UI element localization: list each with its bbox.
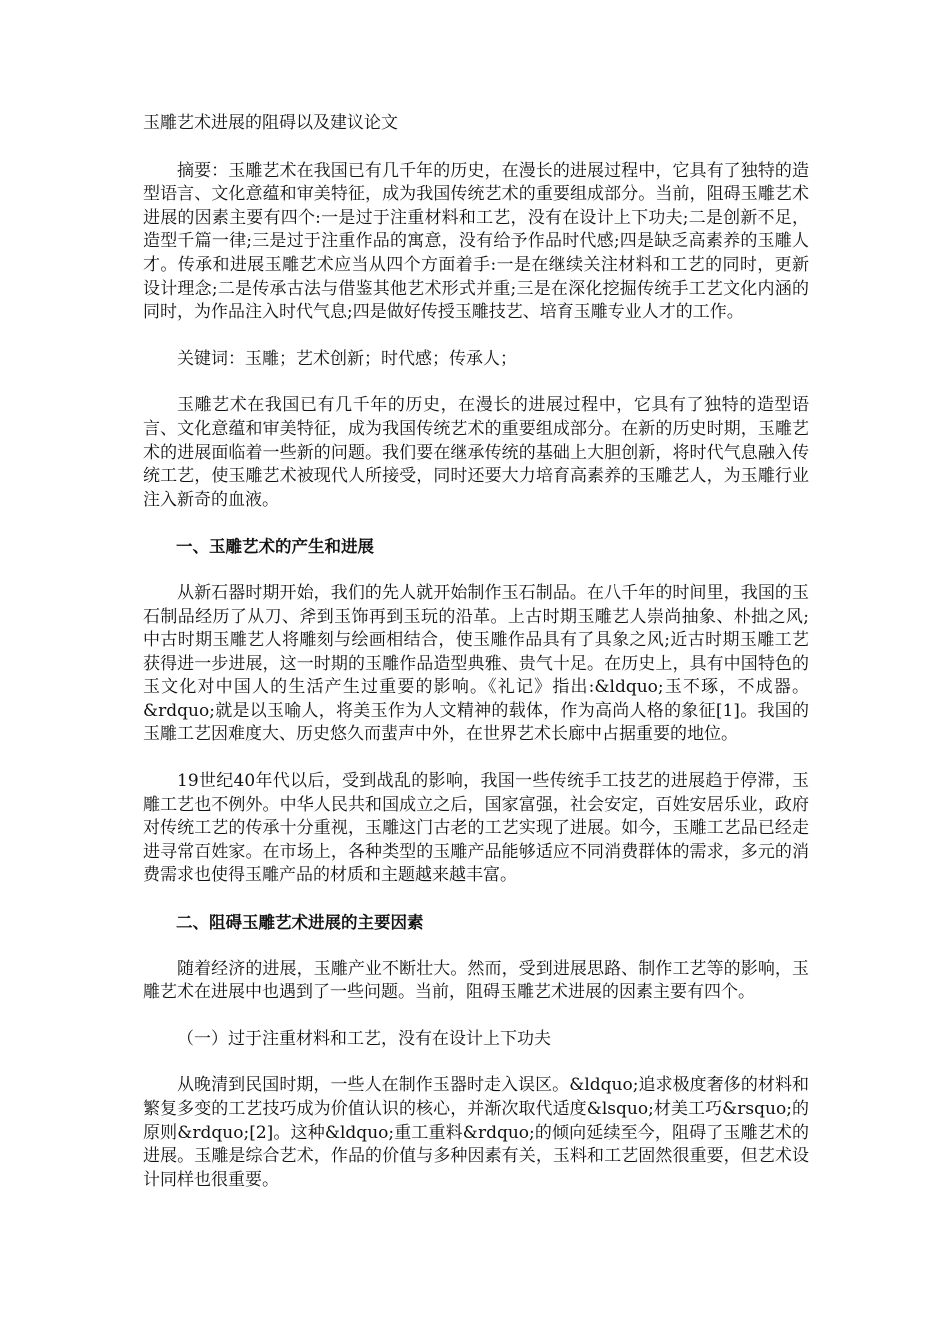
section-1-paragraph-2: 19世纪40年代以后，受到战乱的影响，我国一些传统手工技艺的进展趋于停滞，玉雕工艺也不例外。中华人民共和国成立之后，国家富强，社会安定，百姓安居乐业，政府对传统工艺的传承十分重视，玉雕这门古老的工艺实现了进展。如今，玉雕工艺品已经走进寻常百姓家。在市场上，各种类型的玉雕产品能够适应不同消费群体的需求，多元的消费需求也使得玉雕产品的材质和主题越来越丰富。 — [143, 771, 809, 886]
document-title: 玉雕艺术进展的阻碍以及建议论文 — [143, 113, 398, 133]
section-2-subheading-1: （一）过于注重材料和工艺，没有在设计上下功夫 — [177, 1028, 551, 1049]
section-2-paragraph-1: 随着经济的进展，玉雕产业不断壮大。然而，受到进展思路、制作工艺等的影响，玉雕艺术在进展中也遇到了一些问题。当前，阻碍玉雕艺术进展的因素主要有四个。 — [143, 958, 809, 1003]
keywords-line: 关键词：玉雕；艺术创新；时代感；传承人； — [177, 348, 517, 369]
document-page — [143, 112, 809, 1215]
intro-paragraph: 玉雕艺术在我国已有几千年的历史，在漫长的进展过程中，它具有了独特的造型语言、文化意蕴和审美特征，成为我国传统艺术的重要组成部分。在新的历史时期，玉雕艺术的进展面临着一些新的问题。我们要在继承传统的基础上大胆创新，将时代气息融入传统工艺，使玉雕艺术被现代人所接受，同时还要大力培育高素养的玉雕艺人，为玉雕行业注入新奇的血液。 — [143, 395, 809, 510]
abstract-paragraph: 摘要：玉雕艺术在我国已有几千年的历史，在漫长的进展过程中，它具有了独特的造型语言、文化意蕴和审美特征，成为我国传统艺术的重要组成部分。当前，阻碍玉雕艺术进展的因素主要有四个:一是过于注重材料和工艺，没有在设计上下功夫;二是创新不足，造型千篇一律;三是过于注重作品的寓意，没有给予作品时代感;四是缺乏高素养的玉雕人才。传承和进展玉雕艺术应当从四个方面着手:一是在继续关注材料和工艺的同时，更新设计理念;二是传承古法与借鉴其他艺术形式并重;三是在深化挖掘传统手工艺文化内涵的同时，为作品注入时代气息;四是做好传授玉雕技艺、培育玉雕专业人才的工作。 — [143, 160, 809, 323]
section-1-paragraph-1: 从新石器时期开始，我们的先人就开始制作玉石制品。在八千年的时间里，我国的玉石制品经历了从刀、斧到玉饰再到玉玩的沿革。上古时期玉雕艺人崇尚抽象、朴拙之风;中古时期玉雕艺人将雕刻与绘画相结合，使玉雕作品具有了具象之风;近古时期玉雕工艺获得进一步进展，这一时期的玉雕作品造型典雅、贵气十足。在历史上，具有中国特色的玉文化对中国人的生活产生过重要的影响。《礼记》指出:&ldquo;玉不琢，不成器。&rdquo;就是以玉喻人，将美玉作为人文精神的载体，作为高尚人格的象征[1]。我国的玉雕工艺因难度大、历史悠久而蜚声中外，在世界艺术长廊中占据重要的地位。 — [143, 582, 809, 745]
section-2-sub-1-paragraph-1: 从晚清到民国时期，一些人在制作玉器时走入误区。&ldquo;追求极度奢侈的材料和繁复多变的工艺技巧成为价值认识的核心，并渐次取代适度&lsquo;材美工巧&rsquo;的原则&rdquo;[2]。这种&ldquo;重工重料&rdquo;的倾向延续至今，阻碍了玉雕艺术的进展。玉雕是综合艺术，作品的价值与多种因素有关，玉料和工艺固然很重要，但艺术设计同样也很重要。 — [143, 1075, 809, 1190]
section-1-heading: 一、玉雕艺术的产生和进展 — [176, 537, 374, 557]
section-2-heading: 二、阻碍玉雕艺术进展的主要因素 — [176, 913, 424, 933]
